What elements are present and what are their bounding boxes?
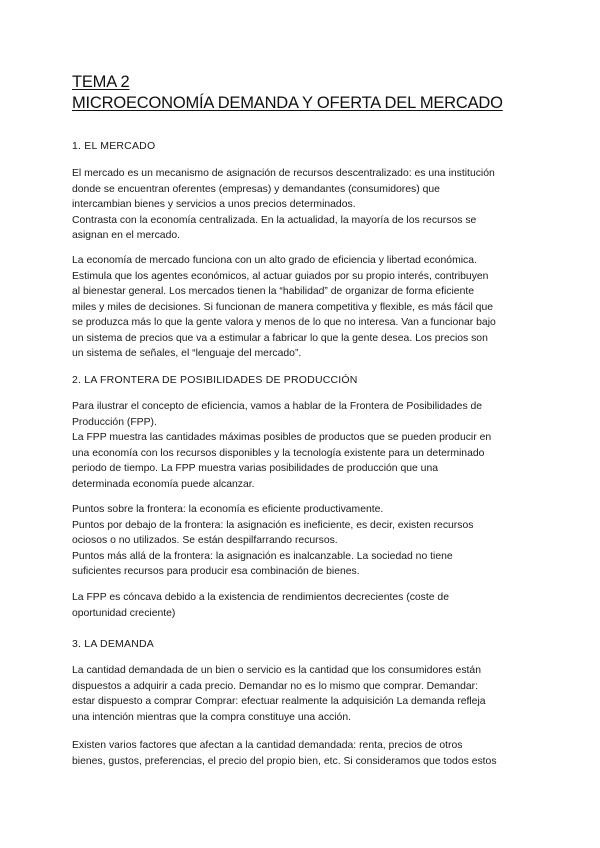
document-title bbox=[72, 72, 503, 114]
text-line: dispuestos a adquirir a cada precio. Demandar no es lo mismo que comprar. Demandar: bbox=[72, 680, 479, 692]
text-line: miles y miles de decisiones. Si funcionan de manera competitiva y flexible, es más fácil que bbox=[72, 301, 494, 313]
text-line: Para ilustrar el concepto de eficiencia, vamos a hablar de la Frontera de Posibilidades de bbox=[72, 401, 483, 412]
section-heading-demanda: 3. LA DEMANDA bbox=[72, 638, 154, 650]
text-line: oportunidad creciente) bbox=[72, 607, 176, 619]
text-line: asignan en el mercado. bbox=[72, 230, 181, 241]
paragraph bbox=[72, 399, 532, 492]
text-line: donde se encuentran oferentes (empresas) y demandantes (consumidores) que bbox=[72, 183, 440, 195]
paragraph bbox=[72, 663, 532, 725]
text-line: El mercado es un mecanismo de asignación de recursos descentralizado: es una institución bbox=[72, 168, 495, 179]
title-line-1: TEMA 2 bbox=[72, 73, 130, 91]
title-line-2: MICROECONOMÍA DEMANDA Y OFERTA DEL MERCADO bbox=[72, 94, 503, 112]
text-line: bienes, gustos, preferencias, el precio del propio bien, etc. Si consideramos que todos estos bbox=[72, 755, 497, 767]
text-line: una economía con los recursos disponibles y la tecnología existente para un determinado bbox=[72, 447, 485, 459]
text-line: Producción (FPP). bbox=[72, 416, 157, 428]
text-line: intercambian bienes y servicios a unos precios determinados. bbox=[72, 199, 356, 210]
text-line: La economía de mercado funciona con un alto grado de eficiencia y libertad económica. bbox=[72, 255, 477, 266]
text-line: un sistema de señales, el “lenguaje del mercado”. bbox=[72, 348, 302, 359]
text-line: un sistema de precios que va a estimular a fabricar lo que la gente desea. Los precios son bbox=[72, 332, 488, 344]
text-line: Puntos más allá de la frontera: la asignación es inalcanzable. La sociedad no tiene bbox=[72, 550, 453, 562]
text-line: Puntos sobre la frontera: la economía es eficiente productivamente. bbox=[72, 504, 384, 515]
paragraph bbox=[72, 590, 532, 621]
paragraph bbox=[72, 253, 532, 362]
text-line: ociosos o no utilizados. Se están despilfarrando recursos. bbox=[72, 535, 338, 546]
paragraph bbox=[72, 166, 532, 244]
section-heading-fpp: 2. LA FRONTERA DE POSIBILIDADES DE PRODUCCIÓN bbox=[72, 374, 358, 386]
text-line: Existen varios factores que afectan a la cantidad demandada: renta, precios de otros bbox=[72, 740, 463, 751]
paragraph bbox=[72, 738, 532, 769]
text-line: suficientes recursos para producir esa combinación de bienes. bbox=[72, 566, 360, 577]
text-line: La cantidad demandada de un bien o servicio es la cantidad que los consumidores están bbox=[72, 665, 481, 676]
text-line: periodo de tiempo. La FPP muestra varias posibilidades de producción que una bbox=[72, 463, 439, 474]
text-line: La FPP muestra las cantidades máximas posibles de productos que se pueden producir en bbox=[72, 432, 492, 443]
text-line: determinada economía puede alcanzar. bbox=[72, 478, 255, 490]
text-line: estar dispuesto a comprar Comprar: efectuar realmente la adquisición La demanda refleja bbox=[72, 696, 486, 707]
text-line: Puntos por debajo de la frontera: la asignación es ineficiente, es decir, existen recursos bbox=[72, 519, 474, 531]
text-line: Contrasta con la economía centralizada. En la actualidad, la mayoría de los recursos se bbox=[72, 214, 477, 226]
paragraph bbox=[72, 502, 532, 580]
section-heading-mercado: 1. EL MERCADO bbox=[72, 140, 156, 152]
text-line: al bienestar general. Los mercados tienen la “habilidad” de organizar de forma eficiente bbox=[72, 286, 475, 297]
text-line: Estimula que los agentes económicos, al actuar guiados por su propio interés, contribuyen bbox=[72, 270, 489, 282]
text-line: se produzca más lo que la gente valora y menos de lo que no interesa. Van a funcionar bajo bbox=[72, 317, 496, 328]
text-line: una intención mientras que la compra constituye una acción. bbox=[72, 711, 351, 723]
text-line: La FPP es cóncava debido a la existencia de rendimientos decrecientes (coste de bbox=[72, 592, 449, 603]
